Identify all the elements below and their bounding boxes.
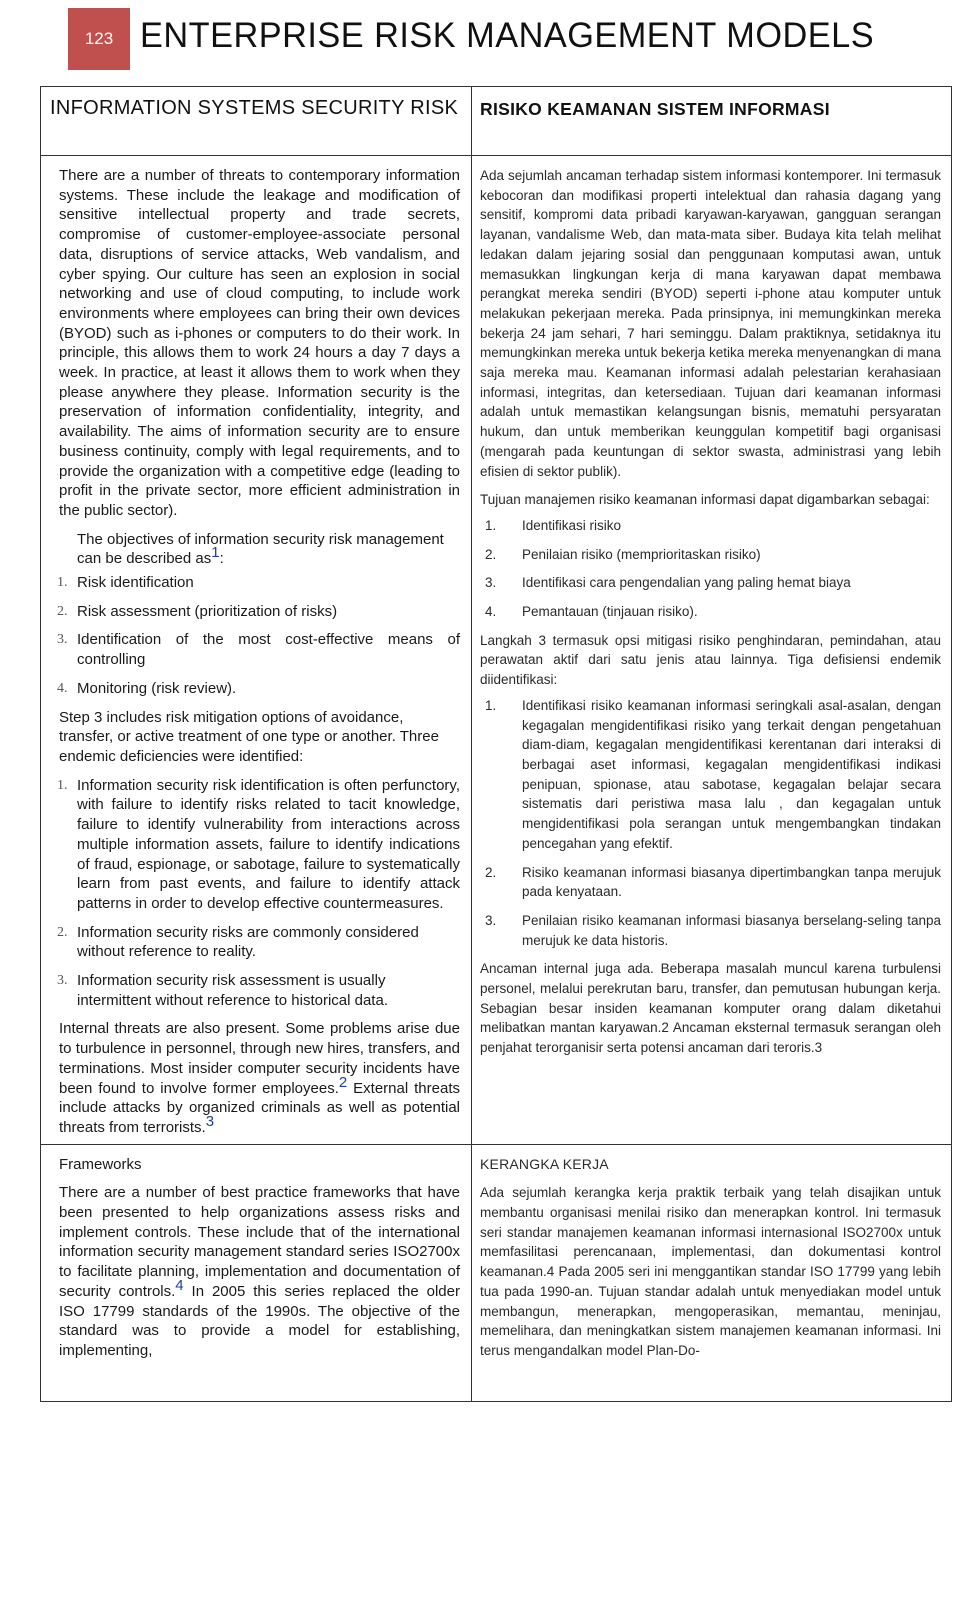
english-objectives-paragraph: The objectives of information security risk management can be described as$^1$: [77, 530, 444, 568]
indonesian-frameworks-paragraph: Ada sejumlah kerangka kerja praktik terbaik yang telah disajikan untuk membantu organisasi menilai risiko dan menerapkan kontrol. Ini termasuk seri standar manajemen keamanan informasi internasional ISO2700x untuk memfasilitasi perencanaan, implementasi, dan dokumentasi kontrol keamanan.4 Pada 2005 seri ini menggantikan standar ISO 17799 yang lebih tua pada 1990-an. Tujuan standar adalah untuk menyediakan model untuk membangun, menerapkan, mengoperasikan, memantau, meninjau, memelihara, dan meningkatkan sistem manajemen keamanan informasi. Ini terus mengandalkan model Plan-Do- [480, 1185, 941, 1358]
table-row-frameworks [41, 1144, 952, 1401]
indonesian-intro-paragraph: Ada sejumlah ancaman terhadap sistem informasi kontemporer. Ini termasuk kebocoran dan modifikasi properti intelektual dan rahasia dagang yang sensitif, kompromi data pribadi karyawan-karyawan, gangguan serangan layanan, vandalisme Web, dan mata-mata siber. Budaya kita telah melihat ledakan dalam jejaring sosial dan penggunaan komputasi awan, untuk memasukkan lingkungan kerja di mana karyawan dapat membawa perangkat mereka sendiri (BYOD) seperti i-phone atau komputer untuk melakukan pekerjaan mereka. Pada prinsipnya, ini memungkinkan mereka bekerja 24 jam sehari, 7 hari seminggu. Dalam praktiknya, setidaknya itu memungkinkan mereka untuk bekerja ketika mereka menyenangkan di mana saja mereka mau. Keamanan informasi adalah pelestarian kerahasiaan informasi, integritas, dan ketersediaan. Tujuan dari keamanan informasi adalah untuk memastikan kelangsungan bisnis, mematuhi persyaratan hukum, dan untuk memberikan keunggulan kompetitif bagi organisasi (mengarah pada keuntungan di sektor swasta, administrasi yang lebih efisien di sektor publik). [480, 168, 941, 479]
list-item: 2. Risk assessment (prioritization of risks) [57, 602, 338, 620]
indonesian-body-cell [472, 156, 952, 1145]
list-item: 2. Risiko keamanan informasi biasanya dipertimbangkan tanpa merujuk pada kenyataan. [485, 864, 941, 900]
table-header-row [41, 87, 952, 156]
indonesian-step3-paragraph: Langkah 3 termasuk opsi mitigasi risiko penghindaran, pemindahan, atau perawatan aktif dari satu jenis atau lainnya. Tiga defisiensi endemik diidentifikasi: [480, 632, 941, 688]
english-intro-paragraph: There are a number of threats to contemporary information systems. These include the leakage and modification of sensitive intellectual property and trade secrets, compromise of customer-employee-associate personal data, disruptions of service attacks, Web vandalism, and cyber spying. Our culture has seen an explosion in social networking and use of cloud computing, to include work environments where employees can bring their own devices (BYOD) such as i-phones or computers to do their work. In principle, this allows them to work 24 hours a day 7 days a week. In practice, at least it allows them to work when they please anywhere they please. Information security is the preservation of information confidentiality, integrity, and availability. The aims of information security are to ensure business continuity, comply with legal requirements, and to provide the organization with a competitive edge (leading to profit in the private sector, more efficient administration in the public sector). [59, 167, 460, 519]
frameworks-title: Frameworks [59, 1155, 142, 1173]
bilingual-table [40, 86, 952, 1402]
list-item: 2. Penilaian risiko (memprioritaskan risiko) [485, 546, 761, 562]
footnote-ref-3[interactable]: 3 [205, 1112, 215, 1130]
indonesian-deficiencies-list [480, 696, 941, 950]
indonesian-objectives-list [480, 516, 941, 622]
list-item: 4. Monitoring (risk review). [57, 679, 237, 697]
indonesian-frameworks-cell [472, 1144, 952, 1401]
list-item: 3. Identification of the most cost-effective means of controlling [57, 631, 460, 669]
page-title: ENTERPRISE RISK MANAGEMENT MODELS [140, 16, 875, 55]
english-column-heading: INFORMATION SYSTEMS SECURITY RISK [41, 87, 472, 156]
list-item: 1. Information security risk identification is often perfunctory, with failure to identify risks related to tacit knowledge, failure to identify vulnerability from interactions across multiple information assets, failure to identify indications of fraud, espionage, or sabotage, failure to systematically learn from past events, and failure to identify attack patterns in order to develop effective countermeasures. [57, 776, 460, 912]
list-item: 3. Information security risk assessment is usually intermittent without reference to historical data. [57, 972, 388, 1009]
indonesian-internal-threats-paragraph: Ancaman internal juga ada. Beberapa masalah muncul karena turbulensi personel, melalui perekrutan baru, transfer, dan pemutusan hubungan kerja. Sebagian besar insiden keamanan komputer orang dalam diketahui melibatkan mantan karyawan.2 Ancaman eksternal termasuk serangan oleh penjahat terorganisir serta potensi ancaman dari teroris.3 [480, 961, 941, 1056]
indonesian-column-heading: RISIKO KEAMANAN SISTEM INFORMASI [472, 87, 952, 156]
table-row-security-risk [41, 156, 952, 1145]
page-number-badge: 123 [68, 8, 130, 70]
english-frameworks-paragraph: There are a number of best practice frameworks that have been presented to help organizations assess risks and implement controls. These include that of the international information security management standard series ISO2700x to facilitate planning, implementation and documentation of security controls.$^4$ In 2005 this series replaced the older ISO 17799 standards of the 1990s. The objective of the standard was to provide a model for establishing, implementing, [59, 1184, 460, 1359]
english-objectives-list [59, 573, 460, 699]
footnote-ref-4[interactable]: 4 [175, 1276, 184, 1294]
indonesian-objectives-paragraph: Tujuan manajemen risiko keamanan informasi dapat digambarkan sebagai: [480, 492, 930, 508]
list-item: 1. Identifikasi risiko [485, 517, 622, 533]
english-body-cell [41, 156, 472, 1145]
list-item: 3. Identifikasi cara pengendalian yang paling hemat biaya [485, 575, 851, 591]
list-item: 1. Risk identification [57, 574, 194, 592]
page-header [68, 8, 948, 70]
list-item: 4. Pemantauan (tinjauan risiko). [485, 604, 698, 620]
english-internal-threats-paragraph: Internal threats are also present. Some problems arise due to turbulence in personnel, through new hires, transfers, and terminations. Most insider computer security incidents have been found to involve former employees.$^2$ External threats include attacks by organized criminals as well as potential threats from terrorists.$^3$ [59, 1020, 460, 1136]
list-item: 2. Information security risks are commonly considered without reference to reality. [57, 923, 419, 961]
list-item: 1. Identifikasi risiko keamanan informasi seringkali asal-asalan, dengan kegagalan mengidentifikasi risiko yang terkait dengan pengetahuan diam-diam, kegagalan mengidentifikasi kerentanan dari interaksi di berbagai aset informasi, kegagalan mengidentifikasi indikasi penipuan, spionase, atau sabotase, kegagalan belajar secara sistematis dari peristiwa masa lalu , dan kegagalan untuk mengidentifikasi pola serangan untuk mengembangkan tindakan pencegahan yang efektif. [485, 697, 941, 851]
footnote-ref-2[interactable]: 2 [338, 1073, 348, 1091]
english-deficiencies-list [59, 776, 460, 1011]
list-item: 3. Penilaian risiko keamanan informasi biasanya berselang-seling tanpa merujuk ke data historis. [485, 912, 941, 948]
kerangka-kerja-title: KERANGKA KERJA [480, 1155, 609, 1172]
footnote-ref-1[interactable]: 1 [211, 544, 220, 562]
english-step3-paragraph: Step 3 includes risk mitigation options of avoidance, transfer, or active treatment of one type or another. Three endemic deficiencies were identified: [59, 708, 439, 765]
english-frameworks-cell [41, 1144, 472, 1401]
